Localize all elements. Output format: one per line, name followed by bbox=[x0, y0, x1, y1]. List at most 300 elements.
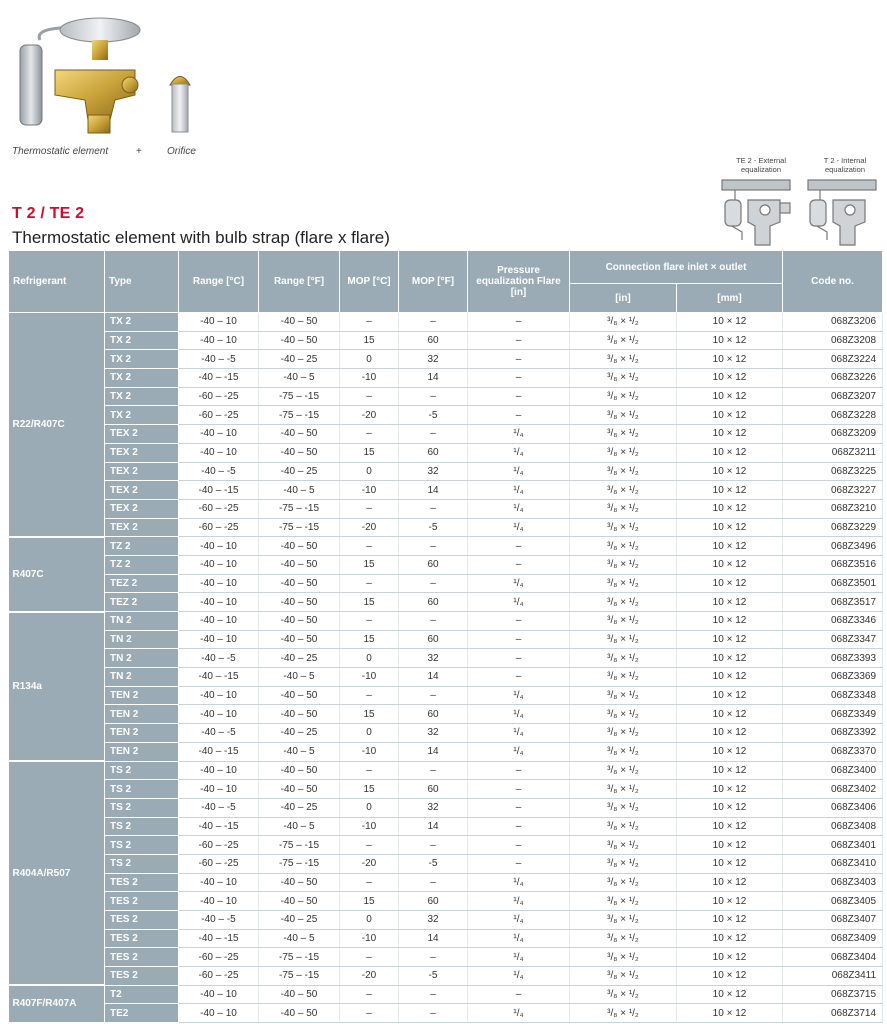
table-row bbox=[9, 593, 883, 612]
table-row bbox=[9, 724, 883, 743]
range-f-cell: -40 – 5 bbox=[259, 817, 340, 836]
connection-in-cell: ³/₈ × ¹/₂ bbox=[570, 948, 677, 967]
range-f-cell: -75 – -15 bbox=[259, 387, 340, 406]
range-c-cell: -40 – 10 bbox=[179, 630, 259, 649]
mop-f-cell: – bbox=[399, 612, 468, 631]
code-cell: 068Z3516 bbox=[783, 555, 883, 574]
table-row bbox=[9, 612, 883, 631]
type-cell: TES 2 bbox=[105, 967, 179, 986]
connection-in-cell: ³/₈ × ¹/₂ bbox=[570, 630, 677, 649]
pressure-equalization-cell: ¹/₄ bbox=[468, 929, 570, 948]
header-range-f: Range [°F] bbox=[259, 251, 340, 313]
pressure-equalization-cell: – bbox=[468, 350, 570, 369]
range-f-cell: -40 – 50 bbox=[259, 612, 340, 631]
connection-in-cell: ³/₈ × ¹/₂ bbox=[570, 350, 677, 369]
connection-mm-cell: 10 × 12 bbox=[677, 724, 783, 743]
pressure-equalization-cell: – bbox=[468, 331, 570, 350]
type-cell: TS 2 bbox=[105, 817, 179, 836]
connection-in-cell: ³/₈ × ¹/₂ bbox=[570, 929, 677, 948]
section-heading: T 2 / TE 2 bbox=[12, 205, 85, 222]
mop-c-cell: -10 bbox=[340, 817, 399, 836]
range-c-cell: -40 – 10 bbox=[179, 1004, 259, 1023]
range-c-cell: -40 – 10 bbox=[179, 761, 259, 780]
external-equalization-label: TE 2 - External equalization bbox=[735, 156, 787, 174]
table-row bbox=[9, 313, 883, 332]
mop-f-cell: – bbox=[399, 686, 468, 705]
mop-c-cell: – bbox=[340, 873, 399, 892]
connection-mm-cell: 10 × 12 bbox=[677, 742, 783, 761]
mop-c-cell: – bbox=[340, 686, 399, 705]
table-row bbox=[9, 967, 883, 986]
connection-mm-cell: 10 × 12 bbox=[677, 462, 783, 481]
pressure-equalization-cell: – bbox=[468, 555, 570, 574]
connection-mm-cell: 10 × 12 bbox=[677, 387, 783, 406]
pressure-equalization-cell: – bbox=[468, 668, 570, 687]
table-row bbox=[9, 462, 883, 481]
mop-f-cell: -5 bbox=[399, 518, 468, 537]
connection-in-cell: ³/₈ × ¹/₂ bbox=[570, 574, 677, 593]
connection-mm-cell: 10 × 12 bbox=[677, 780, 783, 799]
pressure-equalization-cell: – bbox=[468, 612, 570, 631]
pressure-equalization-cell: ¹/₄ bbox=[468, 574, 570, 593]
connection-in-cell: ³/₈ × ¹/₂ bbox=[570, 817, 677, 836]
type-cell: TEX 2 bbox=[105, 425, 179, 444]
type-cell: TX 2 bbox=[105, 387, 179, 406]
code-cell: 068Z3207 bbox=[783, 387, 883, 406]
range-f-cell: -40 – 25 bbox=[259, 350, 340, 369]
range-f-cell: -40 – 50 bbox=[259, 331, 340, 350]
mop-f-cell: 14 bbox=[399, 929, 468, 948]
mop-f-cell: 14 bbox=[399, 742, 468, 761]
range-c-cell: -60 – -25 bbox=[179, 406, 259, 425]
connection-in-cell: ³/₈ × ¹/₂ bbox=[570, 668, 677, 687]
code-cell: 068Z3348 bbox=[783, 686, 883, 705]
type-cell: TEZ 2 bbox=[105, 574, 179, 593]
mop-f-cell: 32 bbox=[399, 724, 468, 743]
mop-c-cell: – bbox=[340, 313, 399, 332]
refrigerant-cell: R134a bbox=[9, 612, 105, 762]
pressure-equalization-cell: ¹/₄ bbox=[468, 462, 570, 481]
connection-in-cell: ³/₈ × ¹/₂ bbox=[570, 369, 677, 388]
type-cell: TES 2 bbox=[105, 929, 179, 948]
mop-f-cell: 32 bbox=[399, 350, 468, 369]
range-c-cell: -40 – -5 bbox=[179, 462, 259, 481]
code-cell: 068Z3346 bbox=[783, 612, 883, 631]
table-row bbox=[9, 911, 883, 930]
range-f-cell: -40 – 50 bbox=[259, 593, 340, 612]
range-c-cell: -40 – 10 bbox=[179, 686, 259, 705]
table-row bbox=[9, 369, 883, 388]
mop-f-cell: – bbox=[399, 873, 468, 892]
pressure-equalization-cell: ¹/₄ bbox=[468, 593, 570, 612]
connection-mm-cell: 10 × 12 bbox=[677, 985, 783, 1004]
pressure-equalization-cell: ¹/₄ bbox=[468, 499, 570, 518]
type-cell: TZ 2 bbox=[105, 555, 179, 574]
code-cell: 068Z3369 bbox=[783, 668, 883, 687]
range-c-cell: -40 – -5 bbox=[179, 649, 259, 668]
code-cell: 068Z3501 bbox=[783, 574, 883, 593]
type-cell: TEZ 2 bbox=[105, 593, 179, 612]
range-f-cell: -75 – -15 bbox=[259, 836, 340, 855]
range-f-cell: -40 – 25 bbox=[259, 911, 340, 930]
type-cell: TN 2 bbox=[105, 649, 179, 668]
range-f-cell: -40 – 50 bbox=[259, 630, 340, 649]
connection-mm-cell: 10 × 12 bbox=[677, 948, 783, 967]
type-cell: TEN 2 bbox=[105, 686, 179, 705]
pressure-equalization-cell: – bbox=[468, 780, 570, 799]
mop-c-cell: -20 bbox=[340, 518, 399, 537]
connection-mm-cell: 10 × 12 bbox=[677, 761, 783, 780]
type-cell: TEX 2 bbox=[105, 499, 179, 518]
range-c-cell: -40 – 10 bbox=[179, 985, 259, 1004]
header-refrigerant: Refrigerant bbox=[9, 251, 105, 313]
connection-in-cell: ³/₈ × ¹/₂ bbox=[570, 854, 677, 873]
table-row bbox=[9, 425, 883, 444]
mop-c-cell: 0 bbox=[340, 724, 399, 743]
connection-mm-cell: 10 × 12 bbox=[677, 369, 783, 388]
table-row bbox=[9, 499, 883, 518]
mop-c-cell: 0 bbox=[340, 462, 399, 481]
header-connection-in: [in] bbox=[570, 284, 677, 313]
mop-c-cell: -20 bbox=[340, 854, 399, 873]
code-cell: 068Z3405 bbox=[783, 892, 883, 911]
pressure-equalization-cell: – bbox=[468, 649, 570, 668]
range-f-cell: -40 – 50 bbox=[259, 1004, 340, 1023]
connection-in-cell: ³/₈ × ¹/₂ bbox=[570, 499, 677, 518]
connection-in-cell: ³/₈ × ¹/₂ bbox=[570, 705, 677, 724]
connection-mm-cell: 10 × 12 bbox=[677, 593, 783, 612]
type-cell: TE2 bbox=[105, 1004, 179, 1023]
table-row bbox=[9, 985, 883, 1004]
table-row bbox=[9, 873, 883, 892]
code-cell: 068Z3370 bbox=[783, 742, 883, 761]
type-cell: T2 bbox=[105, 985, 179, 1004]
range-f-cell: -40 – 50 bbox=[259, 443, 340, 462]
mop-f-cell: 60 bbox=[399, 705, 468, 724]
connection-in-cell: ³/₈ × ¹/₂ bbox=[570, 331, 677, 350]
spec-table bbox=[8, 250, 883, 1024]
connection-mm-cell: 10 × 12 bbox=[677, 668, 783, 687]
mop-f-cell: 32 bbox=[399, 911, 468, 930]
table-row bbox=[9, 649, 883, 668]
range-c-cell: -40 – 10 bbox=[179, 892, 259, 911]
code-cell: 068Z3225 bbox=[783, 462, 883, 481]
range-c-cell: -60 – -25 bbox=[179, 967, 259, 986]
range-f-cell: -40 – 25 bbox=[259, 462, 340, 481]
connection-in-cell: ³/₈ × ¹/₂ bbox=[570, 443, 677, 462]
code-cell: 068Z3227 bbox=[783, 481, 883, 500]
connection-in-cell: ³/₈ × ¹/₂ bbox=[570, 742, 677, 761]
mop-c-cell: 0 bbox=[340, 911, 399, 930]
range-f-cell: -40 – 50 bbox=[259, 686, 340, 705]
table-row bbox=[9, 892, 883, 911]
pressure-equalization-cell: – bbox=[468, 369, 570, 388]
range-f-cell: -40 – 50 bbox=[259, 761, 340, 780]
mop-f-cell: 60 bbox=[399, 630, 468, 649]
range-f-cell: -40 – 25 bbox=[259, 649, 340, 668]
header-type: Type bbox=[105, 251, 179, 313]
code-cell: 068Z3402 bbox=[783, 780, 883, 799]
orifice-image bbox=[170, 77, 190, 133]
code-cell: 068Z3392 bbox=[783, 724, 883, 743]
pressure-equalization-cell: ¹/₄ bbox=[468, 481, 570, 500]
mop-c-cell: – bbox=[340, 574, 399, 593]
connection-in-cell: ³/₈ × ¹/₂ bbox=[570, 873, 677, 892]
mop-c-cell: -10 bbox=[340, 668, 399, 687]
mop-f-cell: – bbox=[399, 387, 468, 406]
code-cell: 068Z3410 bbox=[783, 854, 883, 873]
range-c-cell: -40 – 10 bbox=[179, 574, 259, 593]
table-row bbox=[9, 798, 883, 817]
type-cell: TS 2 bbox=[105, 780, 179, 799]
range-f-cell: -40 – 50 bbox=[259, 574, 340, 593]
mop-c-cell: – bbox=[340, 425, 399, 444]
pressure-equalization-cell: ¹/₄ bbox=[468, 892, 570, 911]
mop-f-cell: 14 bbox=[399, 481, 468, 500]
code-cell: 068Z3209 bbox=[783, 425, 883, 444]
pressure-equalization-cell: – bbox=[468, 836, 570, 855]
pressure-equalization-cell: ¹/₄ bbox=[468, 742, 570, 761]
pressure-equalization-cell: ¹/₄ bbox=[468, 443, 570, 462]
mop-f-cell: 14 bbox=[399, 668, 468, 687]
code-cell: 068Z3401 bbox=[783, 836, 883, 855]
connection-mm-cell: 10 × 12 bbox=[677, 313, 783, 332]
type-cell: TN 2 bbox=[105, 630, 179, 649]
pressure-equalization-cell: – bbox=[468, 313, 570, 332]
connection-mm-cell: 10 × 12 bbox=[677, 836, 783, 855]
header-mop-f: MOP [°F] bbox=[399, 251, 468, 313]
table-row bbox=[9, 742, 883, 761]
mop-f-cell: – bbox=[399, 836, 468, 855]
connection-mm-cell: 10 × 12 bbox=[677, 967, 783, 986]
connection-in-cell: ³/₈ × ¹/₂ bbox=[570, 892, 677, 911]
connection-in-cell: ³/₈ × ¹/₂ bbox=[570, 593, 677, 612]
pressure-equalization-cell: ¹/₄ bbox=[468, 873, 570, 892]
range-c-cell: -40 – -15 bbox=[179, 742, 259, 761]
code-cell: 068Z3404 bbox=[783, 948, 883, 967]
connection-in-cell: ³/₈ × ¹/₂ bbox=[570, 911, 677, 930]
range-f-cell: -40 – 5 bbox=[259, 929, 340, 948]
code-cell: 068Z3393 bbox=[783, 649, 883, 668]
table-row bbox=[9, 929, 883, 948]
type-cell: TEX 2 bbox=[105, 462, 179, 481]
mop-f-cell: – bbox=[399, 313, 468, 332]
connection-in-cell: ³/₈ × ¹/₂ bbox=[570, 836, 677, 855]
mop-c-cell: – bbox=[340, 948, 399, 967]
mop-f-cell: – bbox=[399, 1004, 468, 1023]
refrigerant-cell: R407F/R407A bbox=[9, 985, 105, 1022]
connection-in-cell: ³/₈ × ¹/₂ bbox=[570, 518, 677, 537]
range-c-cell: -40 – -5 bbox=[179, 798, 259, 817]
type-cell: TX 2 bbox=[105, 350, 179, 369]
connection-mm-cell: 10 × 12 bbox=[677, 331, 783, 350]
code-cell: 068Z3208 bbox=[783, 331, 883, 350]
range-c-cell: -40 – 10 bbox=[179, 873, 259, 892]
mop-f-cell: 32 bbox=[399, 798, 468, 817]
range-f-cell: -40 – 50 bbox=[259, 780, 340, 799]
section-subheading: Thermostatic element with bulb strap (flare x flare) bbox=[12, 228, 390, 247]
range-c-cell: -40 – 10 bbox=[179, 555, 259, 574]
mop-f-cell: 32 bbox=[399, 649, 468, 668]
connection-in-cell: ³/₈ × ¹/₂ bbox=[570, 1004, 677, 1023]
connection-mm-cell: 10 × 12 bbox=[677, 406, 783, 425]
connection-mm-cell: 10 × 12 bbox=[677, 649, 783, 668]
connection-mm-cell: 10 × 12 bbox=[677, 443, 783, 462]
connection-mm-cell: 10 × 12 bbox=[677, 574, 783, 593]
connection-mm-cell: 10 × 12 bbox=[677, 499, 783, 518]
header-connection: Connection flare inlet × outlet bbox=[570, 251, 783, 284]
table-row bbox=[9, 1004, 883, 1023]
code-cell: 068Z3714 bbox=[783, 1004, 883, 1023]
pressure-equalization-cell: ¹/₄ bbox=[468, 425, 570, 444]
code-cell: 068Z3226 bbox=[783, 369, 883, 388]
connection-in-cell: ³/₈ × ¹/₂ bbox=[570, 780, 677, 799]
code-cell: 068Z3211 bbox=[783, 443, 883, 462]
pressure-equalization-cell: ¹/₄ bbox=[468, 705, 570, 724]
type-cell: TN 2 bbox=[105, 668, 179, 687]
range-c-cell: -40 – 10 bbox=[179, 593, 259, 612]
refrigerant-cell: R22/R407C bbox=[9, 313, 105, 537]
mop-c-cell: 15 bbox=[340, 593, 399, 612]
connection-in-cell: ³/₈ × ¹/₂ bbox=[570, 537, 677, 556]
code-cell: 068Z3409 bbox=[783, 929, 883, 948]
connection-mm-cell: 10 × 12 bbox=[677, 555, 783, 574]
connection-mm-cell: 10 × 12 bbox=[677, 929, 783, 948]
type-cell: TS 2 bbox=[105, 798, 179, 817]
code-cell: 068Z3228 bbox=[783, 406, 883, 425]
header-code: Code no. bbox=[783, 251, 883, 313]
range-f-cell: -75 – -15 bbox=[259, 406, 340, 425]
connection-mm-cell: 10 × 12 bbox=[677, 911, 783, 930]
table-row bbox=[9, 705, 883, 724]
range-c-cell: -40 – 10 bbox=[179, 537, 259, 556]
mop-c-cell: -20 bbox=[340, 967, 399, 986]
pressure-equalization-cell: ¹/₄ bbox=[468, 724, 570, 743]
code-cell: 068Z3229 bbox=[783, 518, 883, 537]
range-f-cell: -75 – -15 bbox=[259, 518, 340, 537]
range-c-cell: -40 – -15 bbox=[179, 817, 259, 836]
mop-f-cell: -5 bbox=[399, 967, 468, 986]
type-cell: TS 2 bbox=[105, 854, 179, 873]
range-c-cell: -60 – -25 bbox=[179, 836, 259, 855]
connection-in-cell: ³/₈ × ¹/₂ bbox=[570, 649, 677, 668]
range-f-cell: -40 – 50 bbox=[259, 537, 340, 556]
code-cell: 068Z3496 bbox=[783, 537, 883, 556]
table-row bbox=[9, 518, 883, 537]
connection-mm-cell: 10 × 12 bbox=[677, 873, 783, 892]
type-cell: TS 2 bbox=[105, 836, 179, 855]
table-row bbox=[9, 537, 883, 556]
mop-c-cell: -10 bbox=[340, 369, 399, 388]
mop-c-cell: – bbox=[340, 387, 399, 406]
header-mop-c: MOP [°C] bbox=[340, 251, 399, 313]
connection-mm-cell: 10 × 12 bbox=[677, 892, 783, 911]
external-equalization-diagram bbox=[722, 180, 790, 245]
connection-mm-cell: 10 × 12 bbox=[677, 630, 783, 649]
type-cell: TES 2 bbox=[105, 873, 179, 892]
range-c-cell: -40 – -5 bbox=[179, 350, 259, 369]
range-f-cell: -40 – 5 bbox=[259, 742, 340, 761]
connection-in-cell: ³/₈ × ¹/₂ bbox=[570, 967, 677, 986]
mop-f-cell: 14 bbox=[399, 369, 468, 388]
pressure-equalization-cell: – bbox=[468, 387, 570, 406]
type-cell: TEX 2 bbox=[105, 518, 179, 537]
pressure-equalization-cell: ¹/₄ bbox=[468, 518, 570, 537]
connection-in-cell: ³/₈ × ¹/₂ bbox=[570, 462, 677, 481]
range-c-cell: -60 – -25 bbox=[179, 518, 259, 537]
pressure-equalization-cell: ¹/₄ bbox=[468, 911, 570, 930]
mop-f-cell: 60 bbox=[399, 443, 468, 462]
mop-f-cell: 60 bbox=[399, 331, 468, 350]
pressure-equalization-cell: – bbox=[468, 817, 570, 836]
header-connection-mm: [mm] bbox=[677, 284, 783, 313]
type-cell: TX 2 bbox=[105, 331, 179, 350]
mop-c-cell: -10 bbox=[340, 929, 399, 948]
code-cell: 068Z3210 bbox=[783, 499, 883, 518]
type-cell: TES 2 bbox=[105, 948, 179, 967]
mop-c-cell: 15 bbox=[340, 443, 399, 462]
product-illustrations bbox=[0, 0, 887, 250]
mop-c-cell: 15 bbox=[340, 630, 399, 649]
mop-c-cell: -10 bbox=[340, 742, 399, 761]
range-f-cell: -40 – 25 bbox=[259, 798, 340, 817]
range-c-cell: -40 – 10 bbox=[179, 780, 259, 799]
connection-mm-cell: 10 × 12 bbox=[677, 1004, 783, 1023]
mop-f-cell: 60 bbox=[399, 892, 468, 911]
connection-mm-cell: 10 × 12 bbox=[677, 518, 783, 537]
code-cell: 068Z3403 bbox=[783, 873, 883, 892]
type-cell: TEX 2 bbox=[105, 481, 179, 500]
type-cell: TZ 2 bbox=[105, 537, 179, 556]
connection-in-cell: ³/₈ × ¹/₂ bbox=[570, 724, 677, 743]
connection-mm-cell: 10 × 12 bbox=[677, 537, 783, 556]
connection-mm-cell: 10 × 12 bbox=[677, 481, 783, 500]
connection-in-cell: ³/₈ × ¹/₂ bbox=[570, 798, 677, 817]
mop-c-cell: 15 bbox=[340, 780, 399, 799]
mop-c-cell: – bbox=[340, 612, 399, 631]
mop-c-cell: – bbox=[340, 985, 399, 1004]
orifice-caption: Orifice bbox=[167, 146, 196, 157]
pressure-equalization-cell: ¹/₄ bbox=[468, 948, 570, 967]
pressure-equalization-cell: – bbox=[468, 761, 570, 780]
connection-mm-cell: 10 × 12 bbox=[677, 705, 783, 724]
table-row bbox=[9, 387, 883, 406]
code-cell: 068Z3406 bbox=[783, 798, 883, 817]
type-cell: TN 2 bbox=[105, 612, 179, 631]
type-cell: TES 2 bbox=[105, 892, 179, 911]
header-range-c: Range [°C] bbox=[179, 251, 259, 313]
mop-f-cell: – bbox=[399, 425, 468, 444]
connection-in-cell: ³/₈ × ¹/₂ bbox=[570, 425, 677, 444]
range-c-cell: -60 – -25 bbox=[179, 854, 259, 873]
range-c-cell: -40 – -15 bbox=[179, 481, 259, 500]
mop-c-cell: 15 bbox=[340, 892, 399, 911]
range-f-cell: -40 – 5 bbox=[259, 481, 340, 500]
range-f-cell: -40 – 50 bbox=[259, 313, 340, 332]
code-cell: 068Z3349 bbox=[783, 705, 883, 724]
range-f-cell: -40 – 50 bbox=[259, 425, 340, 444]
table-row bbox=[9, 761, 883, 780]
mop-c-cell: 15 bbox=[340, 331, 399, 350]
mop-c-cell: 0 bbox=[340, 350, 399, 369]
code-cell: 068Z3206 bbox=[783, 313, 883, 332]
range-c-cell: -40 – 10 bbox=[179, 443, 259, 462]
refrigerant-cell: R407C bbox=[9, 537, 105, 612]
connection-mm-cell: 10 × 12 bbox=[677, 612, 783, 631]
header-pressure-equalization: Pressure equalization Flare [in] bbox=[468, 251, 570, 313]
mop-f-cell: – bbox=[399, 574, 468, 593]
range-f-cell: -75 – -15 bbox=[259, 854, 340, 873]
